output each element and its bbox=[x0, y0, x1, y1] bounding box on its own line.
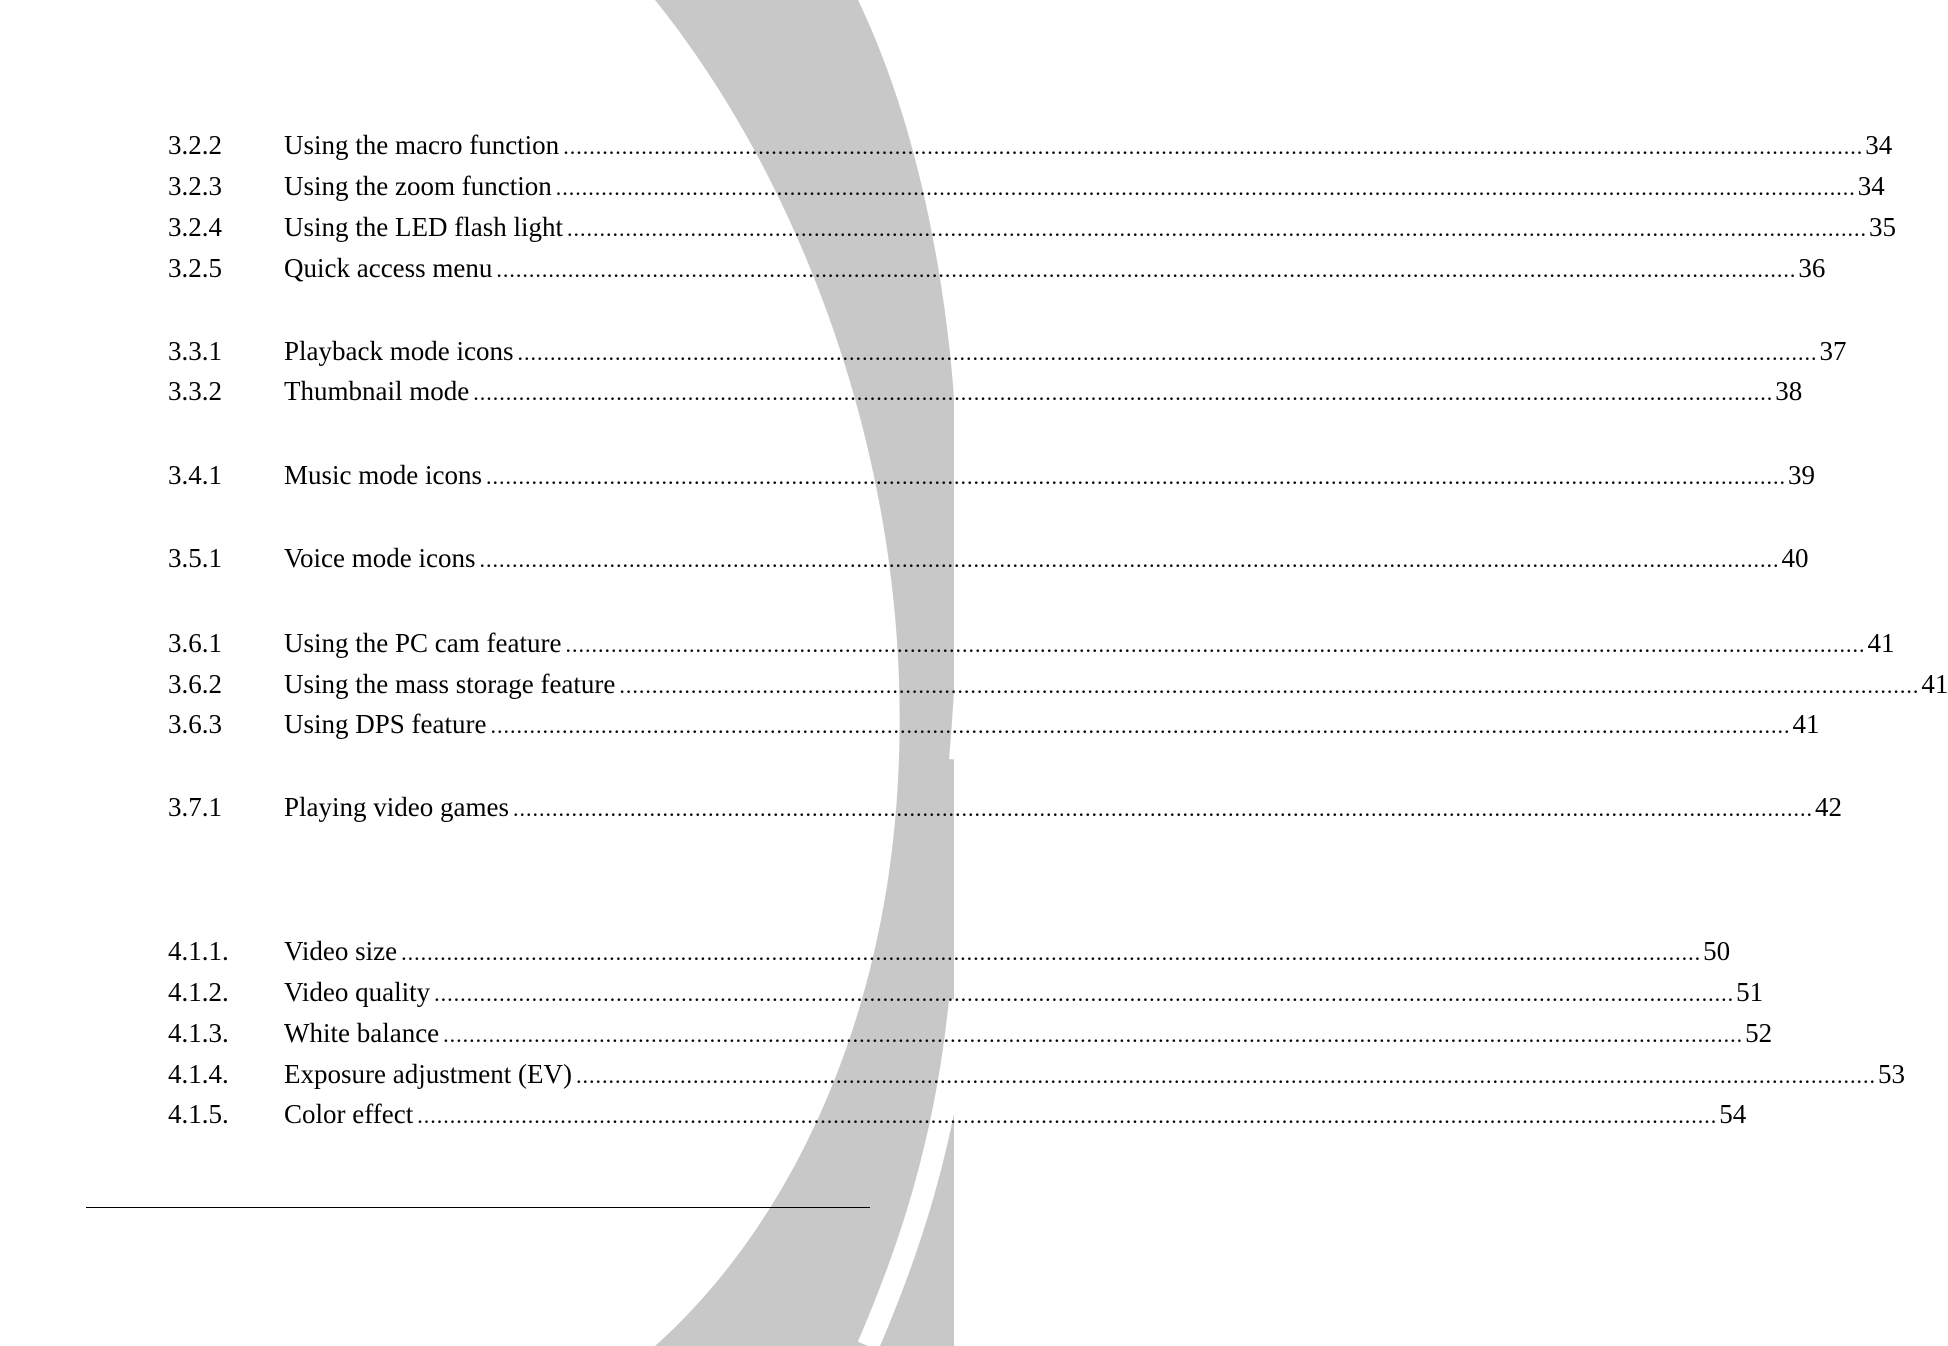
toc-entry-title: Using the mass storage feature bbox=[284, 669, 616, 699]
toc-entry-title: Using the LED flash light bbox=[284, 212, 563, 242]
toc-entry-page: 39 bbox=[1787, 460, 1815, 490]
toc-entry[interactable] bbox=[168, 251, 1826, 285]
toc-entry-page: 51 bbox=[1736, 977, 1764, 1007]
toc-leader-dots: ........................................................................................................................................................................................................ bbox=[575, 1063, 1876, 1088]
toc-entry-title: Thumbnail mode bbox=[284, 376, 470, 406]
toc-entry[interactable] bbox=[168, 975, 1764, 1009]
toc-entry[interactable] bbox=[168, 667, 1948, 701]
toc-entry[interactable] bbox=[168, 1016, 1773, 1050]
toc-entry-title: Using the zoom function bbox=[284, 171, 552, 201]
toc-entry[interactable] bbox=[168, 1097, 1747, 1131]
toc-leader-dots: ........................................................................................................................................................................................................ bbox=[417, 1103, 1718, 1128]
toc-entry-page: 34 bbox=[1865, 130, 1893, 160]
toc-entry-page: 34 bbox=[1857, 171, 1885, 201]
toc-entry-page: 53 bbox=[1877, 1059, 1905, 1089]
toc-leader-dots: ........................................................................................................................................................................................................ bbox=[517, 340, 1818, 365]
toc-entry-title: Music mode icons bbox=[284, 460, 482, 490]
toc-leader-dots: ........................................................................................................................................................................................................ bbox=[401, 940, 1702, 965]
toc-entry-page: 40 bbox=[1781, 543, 1809, 573]
toc-entry-title: White balance bbox=[284, 1018, 440, 1048]
toc-entry-page: 35 bbox=[1868, 212, 1896, 242]
toc-leader-dots: ........................................................................................................................................................................................................ bbox=[565, 632, 1866, 657]
toc-entry[interactable] bbox=[168, 1057, 1905, 1091]
toc-entry[interactable] bbox=[168, 210, 1896, 244]
toc-entry-title: Voice mode icons bbox=[284, 543, 476, 573]
toc-leader-dots: ........................................................................................................................................................................................................ bbox=[555, 175, 1856, 200]
toc-entry-page: 41 bbox=[1921, 669, 1948, 699]
toc-entry-page: 41 bbox=[1867, 628, 1895, 658]
toc-entry-number: 3.2.3 bbox=[168, 171, 222, 201]
toc-entry-number: 3.2.4 bbox=[168, 212, 222, 242]
toc-entry-number: 4.1.3. bbox=[168, 1018, 229, 1048]
toc-entry-title: Quick access menu bbox=[284, 253, 493, 283]
toc-entry-title: Video quality bbox=[284, 977, 431, 1007]
toc-entry[interactable] bbox=[168, 934, 1731, 968]
toc-entry-page: 41 bbox=[1792, 709, 1820, 739]
toc-entry-page: 50 bbox=[1703, 936, 1731, 966]
toc-entry-title: Playing video games bbox=[284, 792, 509, 822]
toc-leader-dots: ........................................................................................................................................................................................................ bbox=[485, 464, 1786, 489]
toc-entry[interactable] bbox=[168, 334, 1847, 368]
toc-entry-number: 3.3.2 bbox=[168, 376, 222, 406]
toc-entry[interactable] bbox=[168, 707, 1820, 741]
toc-entry-number: 3.6.3 bbox=[168, 709, 222, 739]
footer-rule bbox=[86, 1207, 870, 1208]
toc-leader-dots: ........................................................................................................................................................................................................ bbox=[496, 257, 1797, 282]
toc-entry[interactable] bbox=[168, 458, 1815, 492]
toc-entry[interactable] bbox=[168, 374, 1803, 408]
toc-leader-dots: ........................................................................................................................................................................................................ bbox=[566, 216, 1867, 241]
toc-entry-title: Video size bbox=[284, 936, 398, 966]
toc-entry-title: Using DPS feature bbox=[284, 709, 487, 739]
toc-entry-number: 3.2.2 bbox=[168, 130, 222, 160]
toc-entry-title: Using the PC cam feature bbox=[284, 628, 562, 658]
toc-leader-dots: ........................................................................................................................................................................................................ bbox=[473, 380, 1774, 405]
toc-leader-dots: ........................................................................................................................................................................................................ bbox=[619, 673, 1920, 698]
toc-entry-number: 3.5.1 bbox=[168, 543, 222, 573]
toc-entry[interactable] bbox=[168, 790, 1842, 824]
toc-entry[interactable] bbox=[168, 169, 1885, 203]
toc-entry-title: Exposure adjustment (EV) bbox=[284, 1059, 572, 1089]
toc-entry-number: 3.2.5 bbox=[168, 253, 222, 283]
toc-leader-dots: ........................................................................................................................................................................................................ bbox=[563, 134, 1864, 159]
toc-entry-number: 3.6.1 bbox=[168, 628, 222, 658]
toc-entry-title: Color effect bbox=[284, 1099, 414, 1129]
toc-entry[interactable] bbox=[168, 541, 1809, 575]
toc-entry[interactable] bbox=[168, 626, 1895, 660]
toc-entry-page: 38 bbox=[1775, 376, 1803, 406]
toc-entry-number: 3.4.1 bbox=[168, 460, 222, 490]
toc-entry-number: 3.3.1 bbox=[168, 336, 222, 366]
toc-entry-page: 36 bbox=[1798, 253, 1826, 283]
toc-leader-dots: ........................................................................................................................................................................................................ bbox=[512, 796, 1813, 821]
toc-leader-dots: ........................................................................................................................................................................................................ bbox=[479, 547, 1780, 572]
toc-entry-title: Using the macro function bbox=[284, 130, 560, 160]
toc-entry-title: Playback mode icons bbox=[284, 336, 514, 366]
toc-entry-page: 54 bbox=[1719, 1099, 1747, 1129]
toc-entry-page: 42 bbox=[1814, 792, 1842, 822]
toc-entry-number: 3.7.1 bbox=[168, 792, 222, 822]
toc-leader-dots: ........................................................................................................................................................................................................ bbox=[434, 981, 1735, 1006]
toc-entry-number: 3.6.2 bbox=[168, 669, 222, 699]
toc-entry-number: 4.1.5. bbox=[168, 1099, 229, 1129]
toc-entry-number: 4.1.2. bbox=[168, 977, 229, 1007]
toc-entry-page: 37 bbox=[1819, 336, 1847, 366]
toc-entry-number: 4.1.4. bbox=[168, 1059, 229, 1089]
toc-entry-number: 4.1.1. bbox=[168, 936, 229, 966]
toc-entry-page: 52 bbox=[1745, 1018, 1773, 1048]
toc-entry[interactable] bbox=[168, 128, 1893, 162]
toc-leader-dots: ........................................................................................................................................................................................................ bbox=[443, 1022, 1744, 1047]
toc-leader-dots: ........................................................................................................................................................................................................ bbox=[490, 713, 1791, 738]
